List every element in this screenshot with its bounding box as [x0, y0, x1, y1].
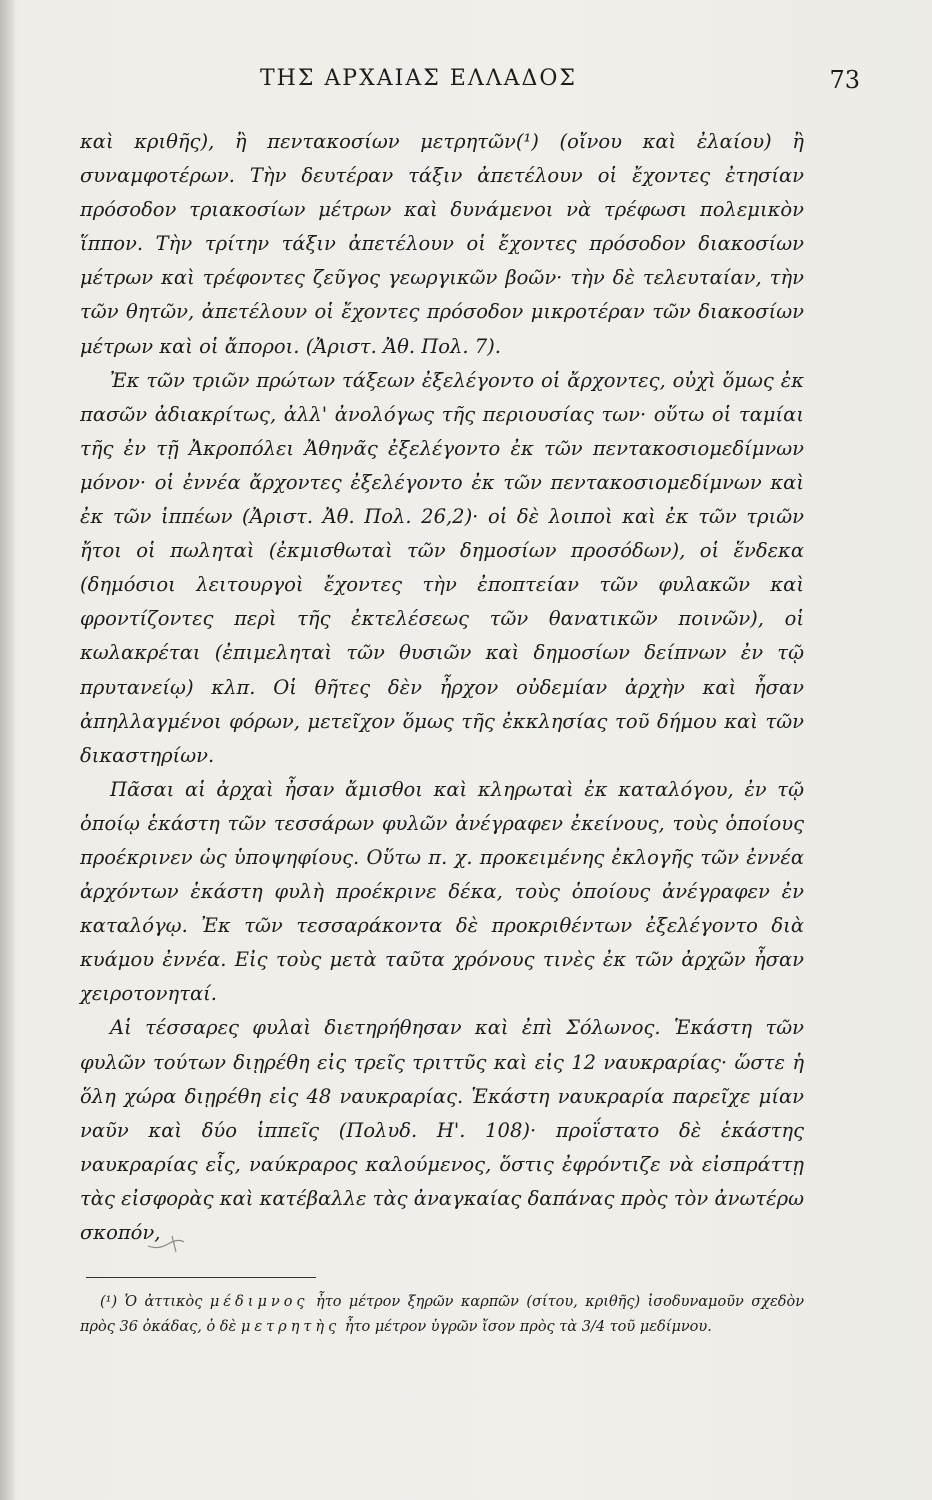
page-gutter-shadow: [0, 0, 14, 1500]
footnote-text-start: Ὁ ἀττικὸς: [124, 1294, 203, 1310]
footnote: [80, 1290, 804, 1340]
body-text: [80, 125, 804, 1250]
footnote-rule: [86, 1277, 316, 1278]
footnote-text-end: ἦτο μέτρον ὑγρῶν ἴσον πρὸς τὰ 3/4 τοῦ μεδίμνου.: [344, 1319, 712, 1335]
footnote-text-middle: ἦτο μέτρον ξηρῶν καρπῶν (σίτου, κριθῆς) ἰσοδυναμοῦν σχεδὸν πρὸς 36 ὀκάδας, ὁ δὲ: [80, 1294, 805, 1335]
paragraph-2: Ἐκ τῶν τριῶν πρώτων τάξεων ἐξελέγοντο οἱ ἄρχοντες, οὐχὶ ὅμως ἐκ πασῶν ἀδιακρίτως, ἀλλ' ἀνολόγως τῆς περιουσίας των· οὕτω οἱ ταμίαι τῆς ἐν τῇ Ἀκροπόλει Ἀθηνᾶς ἐξελέγοντο ἐκ τῶν πεντακοσιομεδίμνων μόνον· οἱ ἐννέα ἄρχοντες ἐξελέγοντο ἐκ τῶν πεντακοσιομεδίμνων καὶ ἐκ τῶν ἱππέων (Ἀριστ. Ἀθ. Πολ. 26,2)· οἱ δὲ λοιποὶ καὶ ἐκ τῶν τριῶν ἤτοι οἱ πωληταὶ (ἐκμισθωταὶ τῶν δημοσίων προσόδων), οἱ ἕνδεκα (δημόσιοι λειτουργοὶ ἔχοντες τὴν ἐποπτείαν τῶν φυλακῶν καὶ φροντίζοντες περὶ τῆς ἐκτελέσεως τῶν θανατικῶν ποινῶν), οἱ κωλακρέται (ἐπιμεληταὶ τῶν θυσιῶν καὶ δημοσίων δείπνων ἐν τῷ πρυτανείῳ) κλπ. Οἱ θῆτες δὲν ἦρχον οὐδεμίαν ἀρχὴν καὶ ἦσαν ἀπηλλαγμένοι φόρων, μετεῖχον ὅμως τῆς ἐκκλησίας τοῦ δήμου καὶ τῶν δικαστηρίων.: [80, 368, 804, 767]
paragraph-4: Αἱ τέσσαρες φυλαὶ διετηρήθησαν καὶ ἐπὶ Σόλωνος. Ἑκάστη τῶν φυλῶν τούτων διῃρέθη εἰς τρεῖς τριττῦς καὶ εἰς 12 ναυκραρίας· ὥστε ἡ ὅλη χώρα διῃρέθη εἰς 48 ναυκραρίας. Ἑκάστη ναυκραρία παρεῖχε μίαν ναῦν καὶ δύο ἱππεῖς (Πολυδ. Η'. 108)· προΐστατο δὲ ἑκάστης ναυκραρίας εἷς, ναύκραρος καλούμενος, ὅστις ἐφρόντιζε νὰ εἰσπράττῃ τὰς εἰσφορὰς καὶ κατέβαλλε τὰς ἀναγκαίας δαπάνας πρὸς τὸν ἀνωτέρω σκοπόν,: [80, 1016, 804, 1244]
paragraph-3: Πᾶσαι αἱ ἀρχαὶ ἦσαν ἄμισθοι καὶ κληρωταὶ ἐκ καταλόγου, ἐν τῷ ὁποίῳ ἑκάστη τῶν τεσσάρων φυλῶν ἀνέγραφεν ἐκείνους, τοὺς ὁποίους προέκρινεν ὡς ὑποψηφίους. Οὕτω π. χ. προκειμένης ἐκλογῆς τῶν ἐννέα ἀρχόντων ἑκάστη φυλὴ προέκρινε δέκα, τοὺς ὁποίους ἀνέγραφεν ἐν καταλόγῳ. Ἐκ τῶν τεσσαράκοντα δὲ προκριθέντων ἐξελέγοντο διὰ κυάμου ἐννέα. Εἰς τοὺς μετὰ ταῦτα χρόνους τινὲς ἐκ τῶν ἀρχῶν ἦσαν χειροτονηταί.: [80, 777, 804, 1006]
pencil-mark-icon: [146, 1232, 186, 1256]
footnote-term-metretes: μετρητὴς: [240, 1319, 341, 1335]
paragraph-1: καὶ κριθῆς), ἢ πεντακοσίων μετρητῶν(¹) (οἴνου καὶ ἐλαίου) ἢ συναμφοτέρων. Τὴν δευτέραν τάξιν ἀπετέλουν οἱ ἔχοντες ἐτησίαν πρόσοδον τριακοσίων μέτρων καὶ δυνάμενοι νὰ τρέφωσι πολεμικὸν ἵππον. Τὴν τρίτην τάξιν ἀπετέλουν οἱ ἔχοντες πρόσοδον διακοσίων μέτρων καὶ τρέφοντες ζεῦγος γεωργικῶν βοῶν· τὴν δὲ τελευταίαν, τὴν τῶν θητῶν, ἀπετέλουν οἱ ἔχοντες πρόσοδον μικροτέραν τῶν διακοσίων μέτρων καὶ οἱ ἄποροι. (Ἀριστ. Ἀθ. Πολ. 7).: [80, 130, 804, 358]
page-number: 73: [829, 66, 860, 94]
running-header: [60, 66, 860, 102]
footnote-term-medimnos: μέδιμνος: [209, 1294, 309, 1310]
running-title: ΤΗΣ ΑΡΧΑΙΑΣ ΕΛΛΑΔΟΣ: [260, 66, 577, 91]
footnote-marker: (¹): [100, 1294, 118, 1310]
